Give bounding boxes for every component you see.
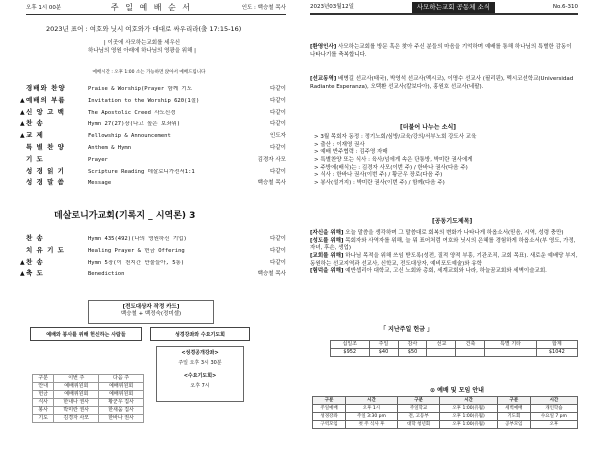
table-cell: 황군우 집사: [99, 399, 144, 407]
stand-mark: ▲: [20, 132, 25, 140]
order-text: Benediction: [88, 271, 125, 278]
news-list: [314, 134, 578, 210]
prayer-label: [험덕을 위해]: [310, 268, 344, 275]
table-cell: 예배위원회: [54, 391, 99, 399]
order-text: The Apostolic Creed 사도신경: [88, 109, 176, 116]
table-cell: 오후 1:00(유월): [440, 421, 498, 429]
table-cell: 세벽예배: [497, 405, 530, 413]
order-text: Anthem & Hymn: [88, 145, 132, 151]
prayer-meeting-title: <수요기도회>: [183, 373, 217, 379]
offering-head-cell: 합계: [536, 341, 577, 349]
order-person: 다같이: [270, 259, 286, 266]
table-cell: 식사: [33, 399, 54, 407]
ministry-title: 예배와 봉사를 위해 헌신하는 사람들: [30, 327, 142, 341]
offering-value-cell: $952: [331, 349, 370, 357]
evangelism-card: [88, 300, 214, 324]
welcome-section: [310, 44, 578, 59]
order-row: [20, 155, 286, 165]
order-row: [20, 119, 286, 129]
table-cell: 구분: [497, 397, 530, 405]
order-row: [20, 258, 286, 268]
worship-leader: 인도 : 백승철 목사: [241, 4, 286, 11]
meeting-table: [312, 396, 578, 429]
order-person: 김경자 사모: [257, 156, 286, 163]
stand-mark: ▲: [20, 258, 25, 266]
offering-head-cell: 십일조: [331, 341, 370, 349]
table-row: [313, 421, 578, 429]
card-names: 백승철 + 백정숙(정미셀): [120, 310, 182, 317]
table-cell: 한새움 집사: [99, 407, 144, 415]
mission-label: [선교동역]: [310, 76, 337, 82]
table-cell: 한내나 권사: [54, 399, 99, 407]
offering-value-cell: [485, 349, 536, 357]
table-cell: 구분: [33, 375, 54, 383]
table-cell: 오후 1:00(유월): [440, 413, 498, 421]
order-person: 다같이: [270, 121, 286, 128]
table-row: [313, 405, 578, 413]
prayer-label: [자신을 위해]: [310, 230, 344, 236]
table-cell: 기도회: [497, 413, 530, 421]
list-item: > 봉사(설거지) : 박미란 권사(이번 주) / 함께(다음 주): [314, 180, 445, 187]
news-title: 사모하는교회 공동체 소식: [412, 2, 495, 12]
table-row: [33, 399, 144, 407]
prayer-item: [310, 238, 578, 253]
lecture-title: <성경공개강좌>: [181, 350, 219, 356]
yearly-theme: 2023년 표어 : 여호와 닛시 여호와가 대대로 싸우리라(출 17:15-16): [46, 25, 242, 33]
welcome-label: [환영인사]: [310, 44, 337, 50]
order-label: 성 경 읽 기: [26, 166, 65, 175]
offering-title: 「 지난주일 헌금 」: [380, 326, 434, 333]
intro-line: | 이곳에 사모하는교회를 세우신: [103, 40, 181, 46]
news-section-title: [더불어 나누는 소식]: [400, 124, 457, 131]
order-row: [20, 84, 286, 94]
bulletin-date: 2023년03월12일: [310, 4, 354, 11]
stand-mark: ▲: [20, 270, 25, 278]
order-person: 다같이: [270, 247, 286, 254]
welcome-text: 사모하는교회를 방문 혹은 찾아 주신 분들의 마음을 기억하며 예배를 통해 하나님의 특별한 감동이 나타나기를 축복합니다.: [310, 44, 572, 58]
order-label: 경배와 찬양: [26, 84, 66, 92]
table-cell: 헌금: [33, 391, 54, 399]
list-item: > 출산 : 이재영 권사: [314, 141, 365, 148]
offering-head-cell: 감사: [398, 341, 427, 349]
order-text: Hymn 5장(이 천지간 만물들아, 5통): [88, 259, 185, 266]
order-person: 다같이: [270, 86, 286, 92]
table-cell: 전, 고등부: [397, 413, 439, 421]
table-cell: 박미란 권사: [54, 407, 99, 415]
intro-text: [52, 40, 232, 55]
table-cell: 구분: [313, 397, 346, 405]
offering-value-cell: [427, 349, 456, 357]
order-label: 치 유 기 도: [26, 245, 65, 254]
prayer-item: [310, 268, 578, 276]
order-label: 기 도: [26, 154, 44, 163]
table-row: [33, 383, 144, 391]
table-row: [33, 391, 144, 399]
lecture-time: 주일 오후 3시 30분: [178, 359, 222, 366]
table-row: [33, 407, 144, 415]
offering-head-cell: 특별 기타: [485, 341, 536, 349]
order-person: 다같이: [270, 109, 286, 116]
meeting-title-text: 예배 및 모임 안내: [437, 387, 484, 394]
order-person: 백승철 목사: [257, 180, 286, 187]
table-cell: 수요일 7 pm: [530, 413, 577, 421]
offering-value-cell: $1042: [536, 349, 577, 357]
worship-title: 성경강좌와 수요기도회: [150, 327, 250, 341]
table-cell: 구분: [397, 397, 439, 405]
order-label: 예배의 부름: [26, 95, 66, 104]
table-cell: 오후 1시: [346, 405, 398, 413]
table-cell: 주일 3:30 pm: [346, 413, 398, 421]
order-person: 다같이: [270, 168, 286, 175]
offering-head-cell: 주일: [369, 341, 398, 349]
list-item: > 3월 목회자 동정 : 정기노회/심방/교육/강의/서부노회 강도사 교육: [314, 134, 477, 140]
table-cell: 예배위원회: [99, 391, 144, 399]
table-cell: 첫 주 식사 후: [346, 421, 398, 429]
order-person: 인도자: [270, 133, 286, 140]
stand-mark: ▲: [20, 108, 25, 116]
table-cell: 오후 1:00(유월): [440, 405, 498, 413]
prayer-text: 하나님 목적을 위해 쓰임 받도록(성전, 질적 양적 부흥, 기관조직, 교회 목표). 새로운 예배당 부지, 동원하는 선교지역과 선교사, 신학교, 전도대상자, 예비포도예술)와 유학: [310, 253, 578, 267]
order-row: [20, 131, 286, 141]
order-row: [20, 167, 286, 177]
list-item: > 주방에(배식)는 : 김경자 사모(이번 주) / 한바나 권사(다음 주): [314, 164, 468, 171]
stand-mark: ▲: [20, 96, 25, 104]
prayer-item: [310, 253, 578, 268]
prayer-label: [교회를 위해]: [310, 253, 344, 260]
order-text: Prayer: [88, 156, 108, 163]
card-title: [전도대상자 작정 카드]: [122, 304, 180, 310]
offering-head-cell: 선교: [427, 341, 456, 349]
table-cell: 다음 주: [99, 375, 144, 383]
order-label: 성 경 말 씀: [26, 178, 65, 187]
sermon-title: 데살로니가교회(기록지 _ 시역론) 3: [54, 211, 196, 221]
order-label: 특 별 찬 양: [26, 143, 65, 151]
table-cell: 공부모임: [497, 421, 530, 429]
table-cell: 주일예배: [313, 405, 346, 413]
order-row: [20, 269, 286, 279]
table-cell: 한바나 권사: [99, 415, 144, 423]
table-cell: 예배위원회: [99, 383, 144, 391]
table-cell: 시간: [346, 397, 398, 405]
table-row: [313, 397, 578, 405]
meeting-title: [430, 387, 484, 395]
worship-info-box: [156, 346, 244, 402]
order-text: Praise & Worship(Prayer 함께 기도: [88, 86, 193, 92]
instruction-text: 예배시간 : 오후 1:00 소는 가능하면 앉아서 예배드립니다: [92, 70, 206, 75]
prayer-item: [310, 230, 578, 238]
prayer-text: 목회자와 사역자를 위해, 늘 뭐 표어처럼 여호와 닛시의 은혜를 경험하게 하옵소서(부 영도, 가정, 자녀, 후손, 생업): [310, 237, 576, 252]
order-text: Hymn 435(492)(나의 영원하신 기업): [88, 236, 187, 242]
offering-head-cell: 건축: [456, 341, 485, 349]
table-cell: 시간: [440, 397, 498, 405]
news-header: [310, 2, 578, 15]
offering-table: [330, 340, 578, 357]
prayer-meeting-time: 오후 7시: [190, 382, 210, 389]
order-label: 찬 송: [26, 257, 44, 266]
mission-section: [310, 76, 578, 91]
order-person: 백승철 목사: [257, 271, 286, 278]
order-text: Hymn 27(27)장(나고 높은 보좌위): [88, 121, 181, 128]
order-row: [20, 178, 286, 188]
table-cell: 개인학습: [530, 405, 577, 413]
order-row: [20, 143, 286, 153]
table-cell: 주일학교: [397, 405, 439, 413]
order-label: 축 도: [26, 269, 44, 278]
ministry-table: [32, 374, 144, 423]
order-person: 다같이: [270, 236, 286, 242]
table-cell: 시간: [530, 397, 577, 405]
offering-value-cell: [456, 349, 485, 357]
table-row: [33, 415, 144, 423]
list-item: > 식사 : 한바나 권사(이번 주) / 황군우 장로(다음 주): [314, 172, 443, 179]
table-cell: 구역모임: [313, 421, 346, 429]
prayer-section-title: [공동기도제목]: [432, 218, 473, 225]
list-item: > 특별찬양 또는 식사 : 육사/넘에게 속은 단통방, 박미란 권사에게: [314, 157, 473, 164]
table-cell: 봉사: [33, 407, 54, 415]
list-item: > 예배 반주협력 : 김주영 자매: [314, 149, 388, 156]
order-person: 다같이: [270, 145, 286, 151]
offering-value-cell: $50: [398, 349, 427, 357]
prayer-list: [310, 230, 578, 276]
table-cell: 성경강좌: [313, 413, 346, 421]
order-row: [20, 246, 286, 256]
clock-icon: ⊙: [430, 387, 436, 394]
table-row: [313, 413, 578, 421]
order-row: [20, 234, 286, 244]
order-row: [20, 96, 286, 106]
table-cell: 기도: [33, 415, 54, 423]
intro-line: 하나님의 영원 아래에 하나님의 영광을 위해 |: [88, 47, 196, 54]
table-cell: 김경자 사모: [54, 415, 99, 423]
offering-value-cell: $40: [369, 349, 398, 357]
table-row: [33, 375, 144, 383]
order-text: Message: [88, 180, 112, 187]
order-text: Healing Prayer & 헌금 Offering: [88, 247, 185, 254]
order-text: Scripture Reading 데살로니가전서1:1: [88, 168, 195, 175]
order-label: 찬 송: [26, 119, 44, 128]
table-cell: 안내: [33, 383, 54, 391]
order-label: 신 앙 고 백: [26, 107, 65, 116]
bulletin-number: No.6-310: [552, 4, 578, 11]
worship-time: 오후 1시 00분: [26, 4, 62, 11]
order-text: Invitation to the Worship 620(1절): [88, 97, 200, 104]
mission-text: 배병길 선교사(태국), 박영석 선교사(멕시코), 이명수 선교사 (필리핀), 멕시코선학교(Universidad Radiante Esperanza), 오택환 선교사(칼보다아), 홍원호 선교사(네팔).: [310, 76, 574, 90]
order-person: 다같이: [270, 97, 286, 104]
order-row: [20, 108, 286, 118]
table-cell: 오후: [530, 421, 577, 429]
order-label: 교 제: [26, 131, 44, 140]
table-cell: 이번 주: [54, 375, 99, 383]
worship-order-header: [26, 2, 286, 15]
prayer-text: 예반셉리아 대학교, 고신 노회와 총회, 세계교회와 나라, 하늘꿈교회와 세벽이슬교회.: [345, 268, 547, 275]
order-text: Fellowship & Announcement: [88, 133, 171, 140]
prayer-text: 오늘 말씀을 생각하며 그 말씀대로 회복의 변화가 나타나게 하옵소서(믿음, 시역, 성령 충만): [345, 230, 564, 236]
order-label: 찬 송: [26, 234, 44, 242]
table-cell: 대학 청년회: [397, 421, 439, 429]
table-cell: 예배위원회: [54, 383, 99, 391]
worship-order-title: 주 일 예 배 순 서: [110, 3, 193, 12]
stand-mark: ▲: [20, 120, 25, 128]
prayer-label: [성도를 위해]: [310, 237, 344, 244]
